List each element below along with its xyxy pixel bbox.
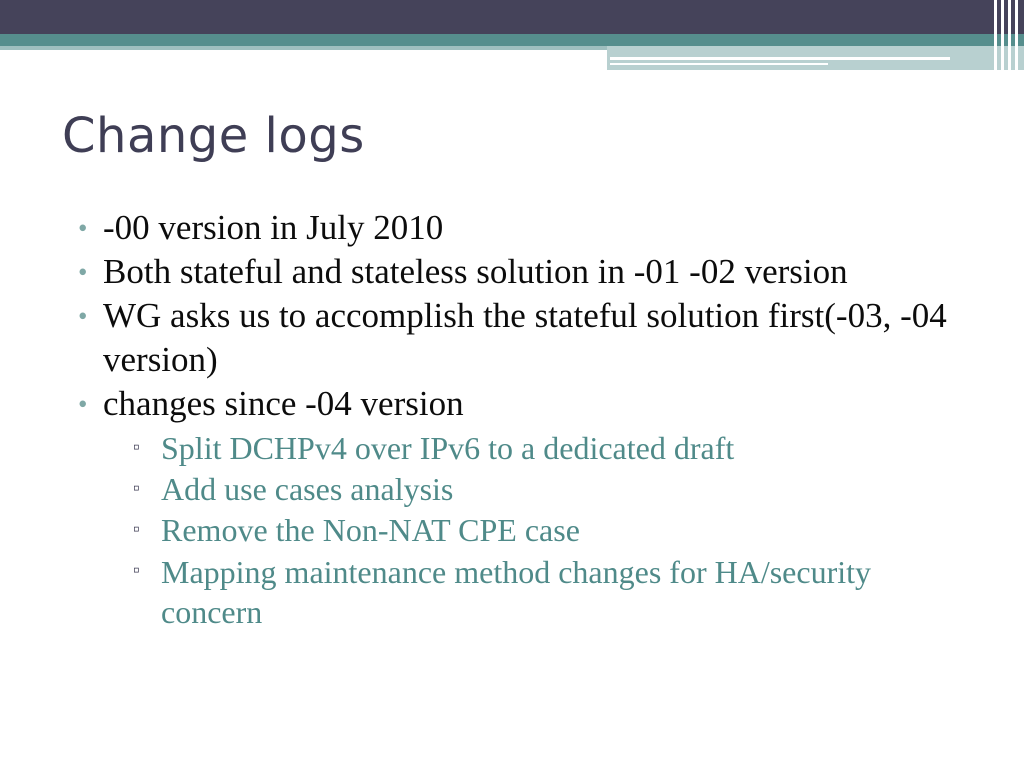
- sub-bullet-text: Mapping maintenance method changes for HA/security concern: [161, 554, 871, 630]
- square-bullet-icon: ▫: [133, 437, 140, 458]
- bullet-item: [78, 294, 958, 382]
- bullet-item: [78, 206, 958, 250]
- bullet-text: changes since -04 version: [103, 384, 464, 423]
- sub-bullet-item: [103, 426, 958, 467]
- bullet-text: Both stateful and stateless solution in -01 -02 version: [103, 252, 848, 291]
- slide-content: [78, 206, 958, 632]
- bullet-text: -00 version in July 2010: [103, 208, 444, 247]
- header-light-band: [0, 46, 607, 50]
- square-bullet-icon: ▫: [133, 560, 140, 581]
- header-right-line: [610, 57, 950, 60]
- bullet-dot-icon: •: [78, 301, 88, 331]
- sub-bullet-item: [103, 508, 958, 549]
- bullet-text: WG asks us to accomplish the stateful solution first(-03, -04 version): [103, 296, 947, 379]
- bullet-item: [78, 250, 958, 294]
- sub-bullet-text: Remove the Non-NAT CPE case: [161, 512, 580, 548]
- header-dark-band: [0, 0, 1024, 34]
- header-vertical-stripes: [990, 0, 1024, 70]
- square-bullet-icon: ▫: [133, 478, 140, 499]
- square-bullet-icon: ▫: [133, 519, 140, 540]
- sub-bullet-item: [103, 467, 958, 508]
- bullet-list: [78, 206, 958, 632]
- bullet-dot-icon: •: [78, 257, 88, 287]
- sub-bullet-item: [103, 549, 958, 632]
- bullet-item: [78, 382, 958, 632]
- header-teal-band: [0, 34, 1024, 46]
- sub-bullet-list: [103, 426, 958, 632]
- header-right-line-short: [610, 63, 828, 65]
- bullet-dot-icon: •: [78, 213, 88, 243]
- sub-bullet-text: Add use cases analysis: [161, 471, 454, 507]
- sub-bullet-text: Split DCHPv4 over IPv6 to a dedicated draft: [161, 430, 735, 466]
- slide-title: Change logs: [62, 108, 365, 164]
- bullet-dot-icon: •: [78, 389, 88, 419]
